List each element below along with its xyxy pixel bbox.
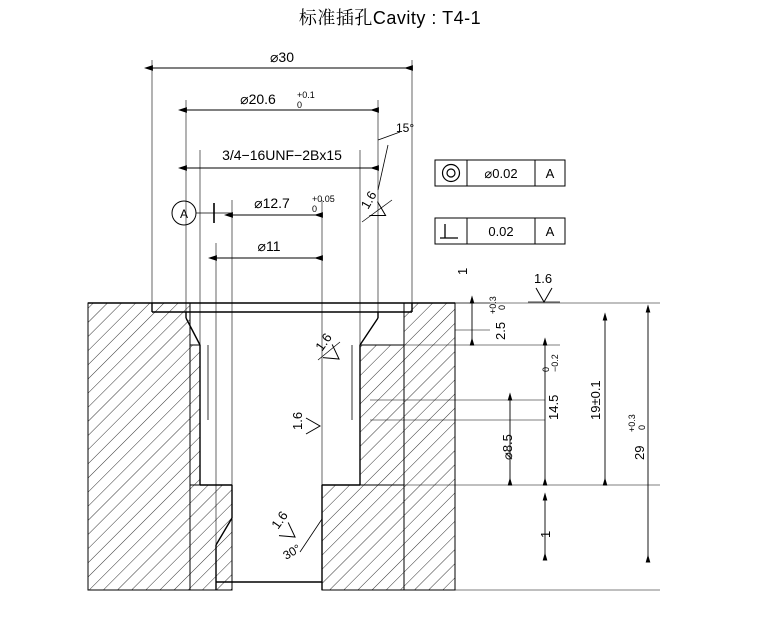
fcf2-datum: A xyxy=(545,224,555,239)
fcf1-datum: A xyxy=(545,166,555,181)
angle-15 xyxy=(378,121,414,190)
dim-tol-upper-d206: +0.1 xyxy=(297,90,315,100)
dim-tol-lower-d127: 0 xyxy=(312,204,318,214)
surface-finish-3 xyxy=(290,412,320,434)
dim-label-14p5: 14.5 xyxy=(546,394,561,420)
dim-14p5 xyxy=(541,345,561,485)
dim-tol-upper-29: +0.3 xyxy=(627,414,637,432)
datum-a-label: A xyxy=(179,207,189,221)
dim-tol-lower-29: 0 xyxy=(637,424,647,430)
fcf-perpendicularity xyxy=(435,218,565,244)
fcf1-tolerance: ⌀0.02 xyxy=(484,166,518,181)
dim-label-d11: ⌀11 xyxy=(257,238,281,254)
dim-thread xyxy=(186,147,378,168)
fcf-concentricity xyxy=(435,160,565,186)
surface-finish-3-value: 1.6 xyxy=(290,411,305,430)
angle-30-label: 30° xyxy=(280,541,304,563)
material-body xyxy=(88,303,455,590)
dim-label-thread: 3/4−16UNF−2Bx15 xyxy=(222,147,342,163)
surface-finish-4 xyxy=(266,508,303,543)
surface-finish-4-value: 1.6 xyxy=(268,508,291,532)
dim-label-29: 29 xyxy=(632,445,647,460)
dim-tol-lower-d206: 0 xyxy=(297,100,303,110)
page-title: 标准插孔Cavity : T4-1 xyxy=(298,8,482,28)
dim-tol-lower-14p5: −0.2 xyxy=(550,354,560,372)
dim-19 xyxy=(588,320,605,485)
fcf2-tolerance: 0.02 xyxy=(488,224,514,239)
dim-tol-upper-d127: +0.05 xyxy=(312,194,335,204)
angle-30 xyxy=(281,519,323,563)
dim-label-d127: ⌀12.7 xyxy=(254,195,290,211)
surface-finish-2-value: 1.6 xyxy=(312,330,335,354)
dim-d30 xyxy=(152,49,412,68)
datum-a-symbol xyxy=(172,201,232,225)
dim-label-d206: ⌀20.6 xyxy=(240,91,276,107)
surface-finish-1-value: 1.6 xyxy=(357,188,380,212)
surface-finish-2 xyxy=(310,330,347,365)
dim-2p5 xyxy=(455,268,508,345)
dim-d206 xyxy=(186,90,378,110)
dim-1-bottom xyxy=(538,500,553,560)
surface-finish-1 xyxy=(356,188,393,222)
dim-tol-lower-2p5: 0 xyxy=(497,304,507,310)
dim-tol-upper-2p5: +0.3 xyxy=(488,296,498,314)
dim-label-d30: ⌀30 xyxy=(269,49,295,65)
dim-label-d85: ⌀8.5 xyxy=(500,434,515,460)
surface-finish-5-value: 1.6 xyxy=(534,271,553,286)
angle-15-label: 15° xyxy=(396,121,415,135)
dim-d85 xyxy=(500,400,515,485)
dim-label-2p5: 2.5 xyxy=(493,321,508,340)
dim-label-19: 19±0.1 xyxy=(588,380,603,420)
surface-finish-5 xyxy=(528,271,560,302)
dim-tol-upper-14p5: 0 xyxy=(541,366,551,372)
dim-29 xyxy=(627,312,648,562)
dim-label-1-bottom: 1 xyxy=(538,530,553,538)
dim-label-1-top: 1 xyxy=(455,267,470,275)
dim-d127 xyxy=(232,194,335,215)
